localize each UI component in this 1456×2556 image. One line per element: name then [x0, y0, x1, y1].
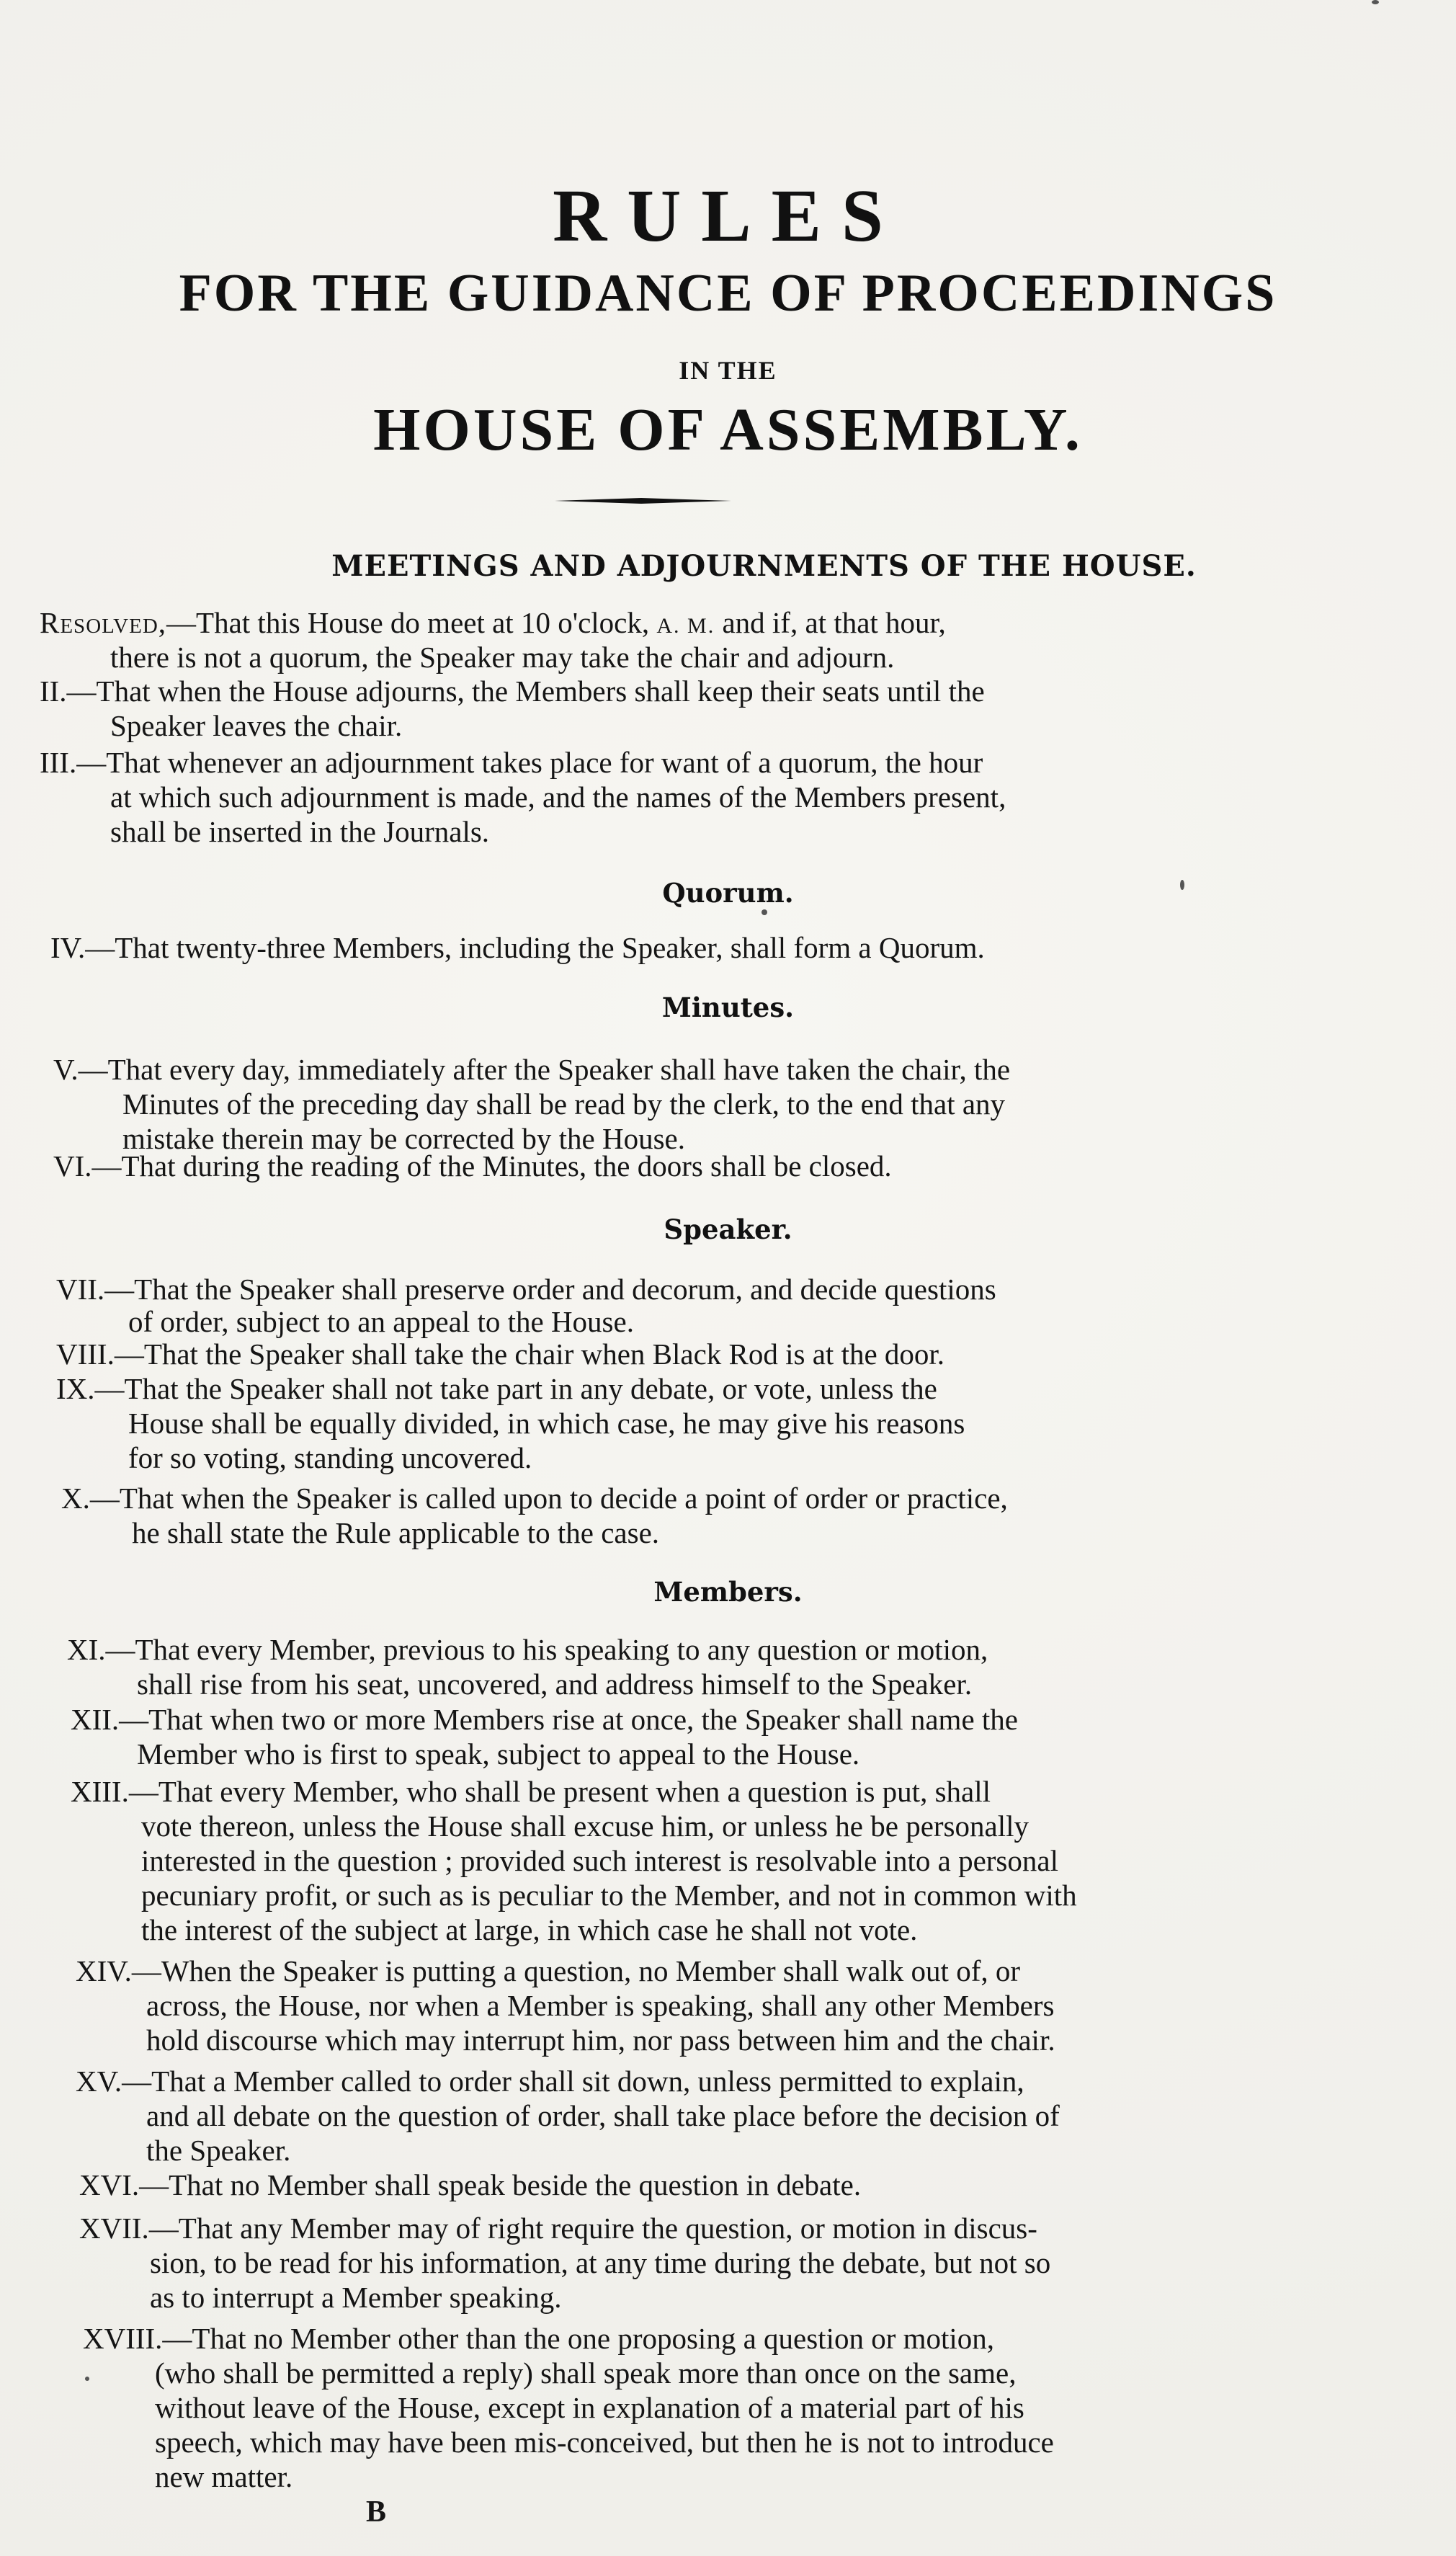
text-line: the interest of the subject at large, in which case he shall not vote. — [141, 1913, 918, 1946]
ink-speck — [1372, 0, 1379, 4]
ink-speck — [85, 2377, 89, 2381]
text-line: XI.—That every Member, previous to his speaking to any question or motion, — [67, 1633, 988, 1666]
ink-speck — [762, 909, 767, 915]
text-line: shall be inserted in the Journals. — [110, 815, 490, 848]
title-guidance: FOR THE GUIDANCE OF PROCEEDINGS — [179, 264, 1277, 323]
text-line: vote thereon, unless the House shall excuse him, or unless he be personally — [141, 1809, 1029, 1843]
rule-resolved-line-1 — [40, 605, 946, 644]
text-line: Member who is first to speak, subject to appeal to the House. — [137, 1737, 860, 1771]
text-line: without leave of the House, except in explanation of a material part of his — [155, 2391, 1024, 2424]
ink-speck — [1180, 880, 1184, 890]
section-quorum: Quorum. — [662, 877, 794, 909]
ornamental-rule — [555, 497, 731, 504]
text-line: interested in the question ; provided such interest is resolvable into a personal — [141, 1844, 1058, 1877]
text-line: there is not a quorum, the Speaker may take the chair and adjourn. — [110, 641, 895, 674]
text-line: for so voting, standing uncovered. — [128, 1441, 532, 1474]
title-in-the: IN THE — [679, 356, 777, 385]
text-line: XIV.—When the Speaker is putting a question, no Member shall walk out of, or — [76, 1954, 1020, 1987]
text-line: VIII.—That the Speaker shall take the chair when Black Rod is at the door. — [56, 1337, 945, 1371]
text-line: new matter. — [155, 2460, 293, 2493]
text-line: speech, which may have been mis-conceived, but then he is not to introduce — [155, 2426, 1054, 2459]
text-line: X.—That when the Speaker is called upon to decide a point of order or practice, — [61, 1482, 1008, 1515]
text-line: XIII.—That every Member, who shall be present when a question is put, shall — [71, 1775, 991, 1808]
am-label: A. M. — [656, 614, 715, 638]
text-line: XVIII.—That no Member other than the one proposing a question or motion, — [83, 2322, 995, 2355]
text-line: pecuniary profit, or such as is peculiar to the Member, and not in common with — [141, 1879, 1077, 1912]
text-line: V.—That every day, immediately after the Speaker shall have taken the chair, the — [53, 1053, 1011, 1086]
signature-mark: B — [366, 2495, 387, 2529]
text-line: shall rise from his seat, uncovered, and address himself to the Speaker. — [137, 1667, 973, 1701]
text-line: III.—That whenever an adjournment takes place for want of a quorum, the hour — [40, 746, 983, 779]
text-line: sion, to be read for his information, at any time during the debate, but not so — [150, 2246, 1051, 2279]
title-rules: RULES — [553, 174, 903, 257]
section-members: Members. — [653, 1576, 803, 1608]
text-line: House shall be equally divided, in which case, he may give his reasons — [128, 1407, 965, 1440]
text-line: mistake therein may be corrected by the House. — [122, 1122, 685, 1155]
text-line: Minutes of the preceding day shall be read by the clerk, to the end that any — [122, 1087, 1006, 1121]
text-line: the Speaker. — [146, 2134, 291, 2167]
text-line: as to interrupt a Member speaking. — [150, 2281, 562, 2314]
section-meetings: MEETINGS AND ADJOURNMENTS OF THE HOUSE. — [331, 549, 1197, 583]
text-line: XVI.—That no Member shall speak beside the question in debate. — [79, 2168, 862, 2201]
text-line: VI.—That during the reading of the Minutes, the doors shall be closed. — [53, 1149, 892, 1183]
text-line: Speaker leaves the chair. — [110, 709, 403, 742]
text-line: XVII.—That any Member may of right require the question, or motion in discus- — [79, 2212, 1037, 2245]
resolved-label: Resolved, — [40, 606, 167, 639]
text-line: (who shall be permitted a reply) shall speak more than once on the same, — [155, 2356, 1017, 2390]
text-line: XV.—That a Member called to order shall sit down, unless permitted to explain, — [76, 2065, 1024, 2098]
rule-resolved-text: —That this House do meet at 10 o'clock, — [166, 606, 657, 639]
text-line: and all debate on the question of order, shall take place before the decision of — [146, 2099, 1060, 2132]
rule-resolved-text-end: and if, at that hour, — [715, 606, 946, 639]
text-line: II.—That when the House adjourns, the Members shall keep their seats until the — [40, 674, 985, 708]
title-house-of-assembly: HOUSE OF ASSEMBLY. — [373, 396, 1083, 463]
text-line: across, the House, nor when a Member is speaking, shall any other Members — [146, 1989, 1055, 2022]
section-minutes: Minutes. — [661, 992, 795, 1023]
text-line: XII.—That when two or more Members rise at once, the Speaker shall name the — [71, 1703, 1018, 1736]
text-line: hold discourse which may interrupt him, nor pass between him and the chair. — [146, 2023, 1055, 2057]
text-line: IV.—That twenty-three Members, including the Speaker, shall form a Quorum. — [50, 931, 985, 964]
section-speaker: Speaker. — [664, 1214, 792, 1245]
text-line: of order, subject to an appeal to the House. — [128, 1305, 634, 1338]
text-line: VII.—That the Speaker shall preserve order and decorum, and decide questions — [56, 1273, 996, 1306]
text-line: IX.—That the Speaker shall not take part in any debate, or vote, unless the — [56, 1372, 937, 1405]
text-line: at which such adjournment is made, and the names of the Members present, — [110, 780, 1006, 814]
text-line: he shall state the Rule applicable to the case. — [132, 1516, 660, 1549]
